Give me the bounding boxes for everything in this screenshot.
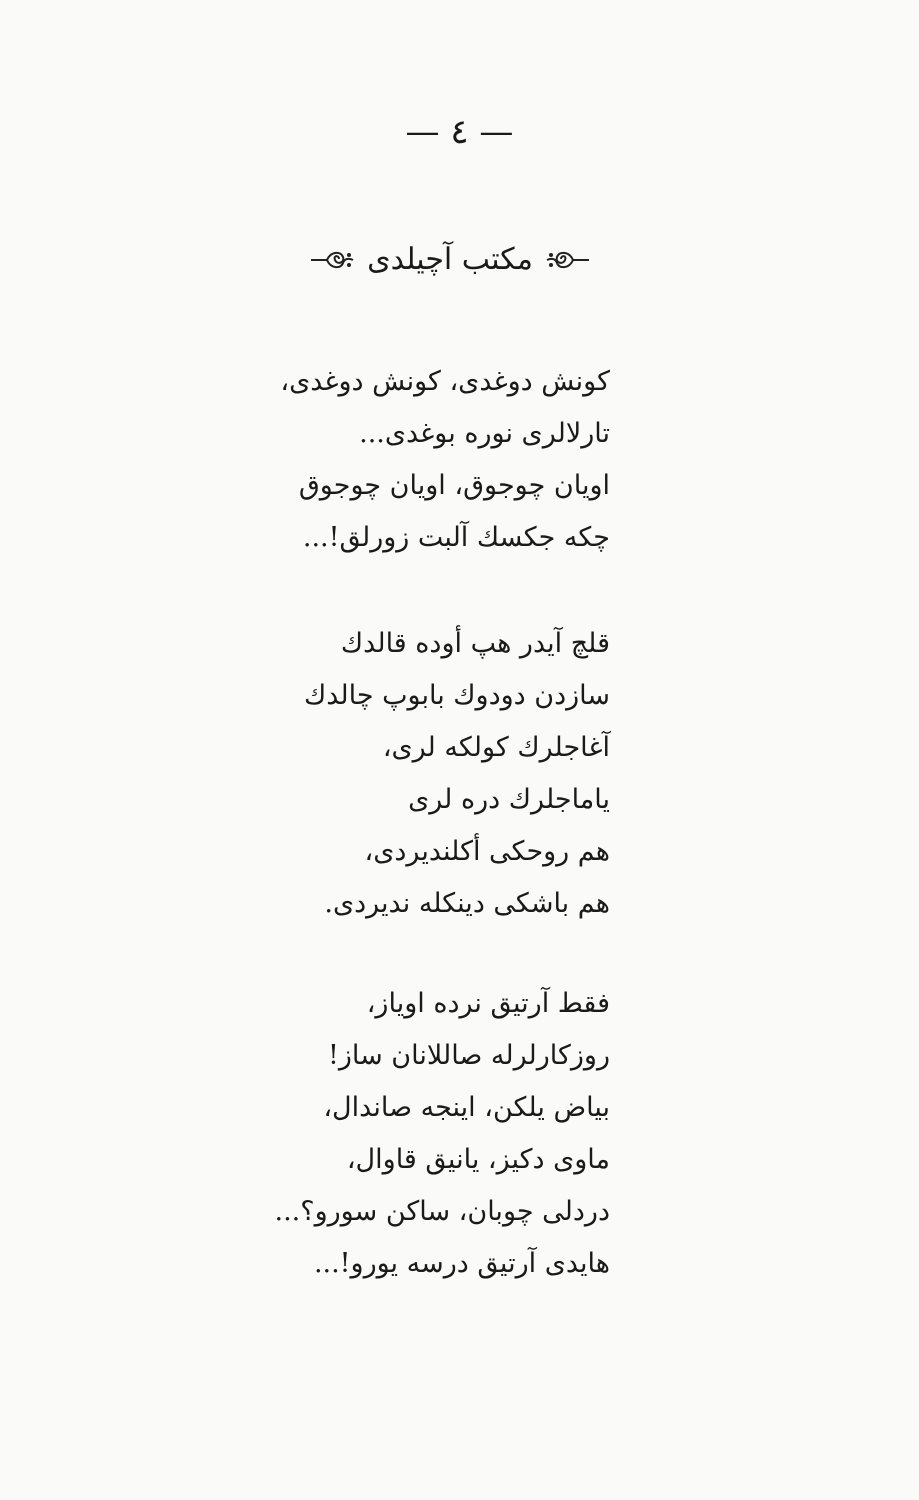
page-number: — ٤ —	[405, 112, 514, 152]
poem-line: قلچ آيدر هپ أوده قالدك	[340, 628, 610, 659]
poem-title: مكتب آچيلدى	[367, 242, 533, 277]
stanza-2	[280, 618, 610, 930]
poem-line: كونش دوغدى، كونش دوغدى،	[280, 366, 610, 397]
poem-line: روزكارلرله صاللانان ساز!	[327, 1040, 610, 1071]
poem-line: دردلى چوبان، ساكن سورو؟...	[274, 1196, 610, 1227]
poem-line: چكه جكسك آلبت زورلق!...	[302, 522, 610, 553]
poem-line: هايدى آرتيق درسه يورو!...	[313, 1248, 610, 1279]
poem-title-row	[300, 242, 600, 277]
poem-line: بياض يلكن، اينجه صاندال،	[323, 1092, 610, 1123]
poem-line: هم باشكى دينكله نديردى.	[324, 888, 610, 919]
ornament-left-icon	[309, 247, 355, 273]
stanza-1	[280, 356, 610, 564]
poem-line: ياماجلرك دره لرى	[408, 784, 610, 815]
poem-line: سازدن دودوك بابوپ چالدك	[303, 680, 610, 711]
poem-line: هم روحكى أكلنديردى،	[364, 836, 610, 867]
poem-line: آغاجلرك كولكه لرى،	[382, 732, 610, 763]
poem-line: تارلالرى نوره بوغدى...	[359, 418, 610, 449]
ornament-right-icon	[545, 247, 591, 273]
poem-line: فقط آرتيق نرده اوياز،	[366, 988, 610, 1019]
poem-line: ماوى دكيز، يانيق قاوال،	[346, 1144, 610, 1175]
stanza-3	[274, 978, 610, 1290]
poem-line: اويان چوجوق، اويان چوجوق	[298, 470, 610, 501]
